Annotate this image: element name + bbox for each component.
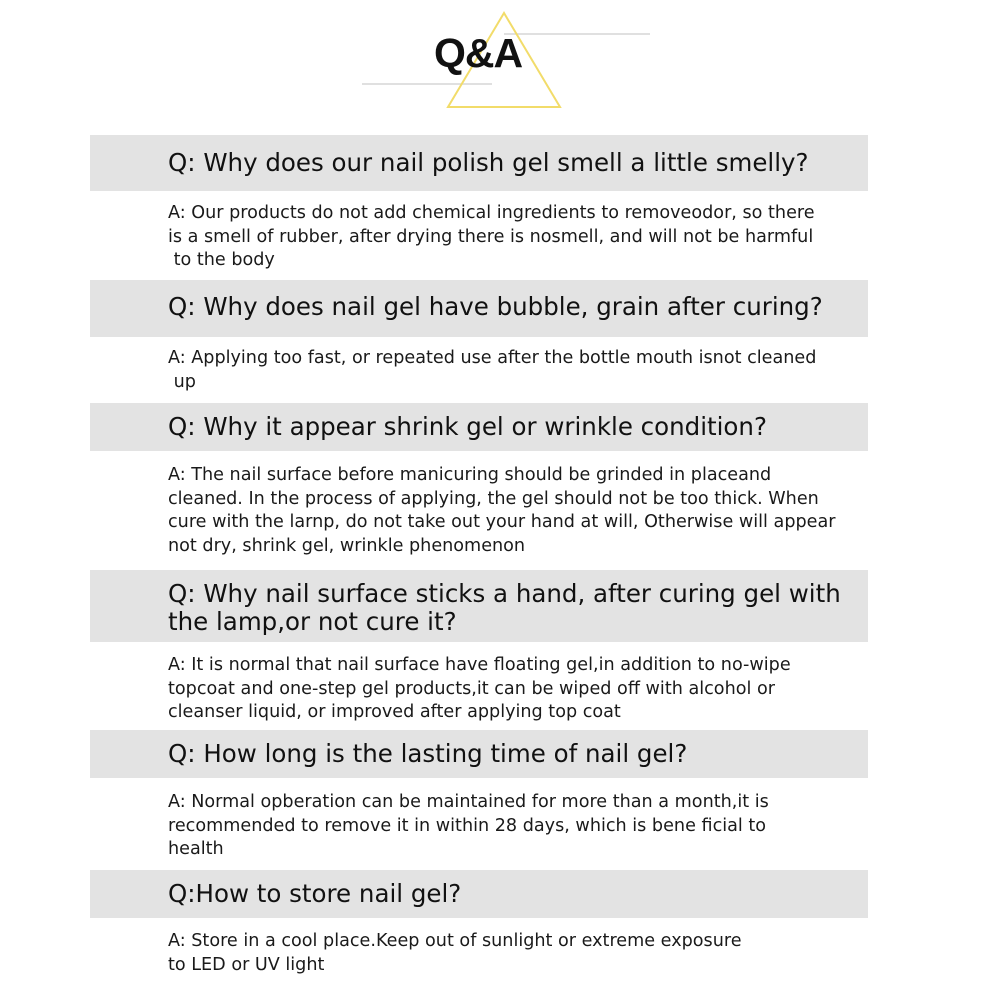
page-title: Q&A bbox=[433, 30, 523, 76]
question-text: Q: Why does nail gel have bubble, grain after curing? bbox=[168, 292, 823, 321]
page-header bbox=[0, 0, 1000, 120]
question-text: Q: Why it appear shrink gel or wrinkle condition? bbox=[168, 412, 767, 441]
answer-text: A: Applying too fast, or repeated use after the bottle mouth isnot cleaned up bbox=[168, 348, 817, 392]
question-text: Q:How to store nail gel? bbox=[168, 879, 462, 908]
answer-text: A: Our products do not add chemical ingredients to removeodor, so there is a smell of rubber, after drying there is nosmell, and will not be harmful to the body bbox=[168, 203, 815, 270]
answer-text: A: It is normal that nail surface have floating gel,in addition to no-wipe topcoat and one-step gel products,it can be wiped off with alcohol or cleanser liquid, or improved after applying top coat bbox=[168, 655, 791, 722]
answer-text: A: Normal opberation can be maintained for more than a month,it is recommended to remove it in within 28 days, which is bene ficial to health bbox=[168, 792, 769, 859]
question-text: Q: Why does our nail polish gel smell a little smelly? bbox=[168, 148, 809, 177]
question-text: Q: Why nail surface sticks a hand, after curing gel with the lamp,or not cure it? bbox=[168, 579, 841, 636]
question-text: Q: How long is the lasting time of nail gel? bbox=[168, 739, 688, 768]
answer-text: A: The nail surface before manicuring should be grinded in placeand cleaned. In the process of applying, the gel should not be too thick. When cure with the larnp, do not take out your hand at will, Otherwise will appear not dry, shrink gel, wrinkle phenomenon bbox=[168, 465, 836, 556]
answer-text: A: Store in a cool place.Keep out of sunlight or extreme exposure to LED or UV light bbox=[168, 931, 742, 975]
